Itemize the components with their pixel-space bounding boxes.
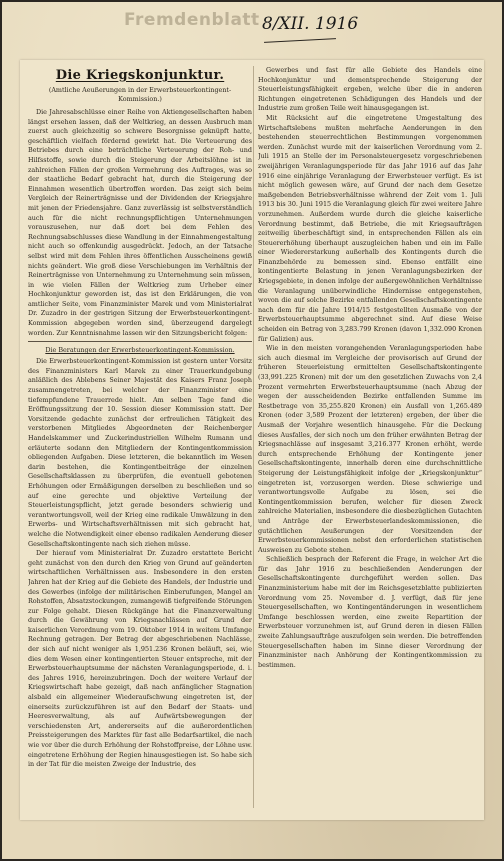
handwritten-underline [264,38,336,43]
handwritten-date: 8/XII. 1916 [262,14,359,34]
article-paragraph: Die Erwerbsteuerkontingent-Kommission ist gestern unter Vorsitz des Finanzministers Karl Marek zu einer Trauerkundgebung anläßlich des Ablebens Seiner Majestät des Kaisers Franz Joseph zusammengetreten, bei welcher der Finanzminister eine tiefempfundene Trauerrede hielt. Am selben Tage fand die Eröffnungssitzung der 10. Session dieser Kommission statt. Der Vorsitzende gedachte zunächst der erfreulichen Tätigkeit des verstorbenen Mitgliedes Abgeordneten der Reichenberger Handelskammer und Zuckerindustriellen Wilhelm Rumann und erläuterte sodann den Mitgliedern der Kontingentkommission obliegenden Aufgaben. Diese letzteren, die bekanntlich im Wesen darin bestehen, die Kontingentbeiträge der einzelnen Gesellschaftsklassen zu überprüfen, die eventuell gebotenen Erhöhungen oder Ermäßigungen derselben zu beschließen und so auf eine gerechte und objektive Verteilung der Steuerleistungspflicht, jetzt gerade besonders schwierig und verantwortungsvoll, weil der Krieg eine radikale Umwälzung in den Erwerbs- und Wirtschaftsverhältnissen mit sich gebracht hat, welche die Notwendigkeit einer ebenso radikalen Aenderung dieser Gesellschaftskontingente nach sich ziehen müsse. [28,357,252,548]
article-paragraph: Der hierauf vom Ministerialrat Dr. Zuzadro erstattete Bericht geht zunächst von den durch den Krieg von Grund auf geänderten wirtschaftlichen Verhältnissen aus. Insbesondere in den ersten Jahren hat der Krieg auf die Gebiete des Handels, der Industrie und des Gewerbes (infolge der militärischen Einberufungen, Mangel an Rohstoffen, Absatzstockungen, zumangewiß tiefgreifende Störungen zur Folge gehabt. Diesen Rückgänge hat die Finanzverwaltung durch die Gewährung von Kriegsnachlässen auf Grund der kaiserlichen Verordnung vom 19. Oktober 1914 in weitem Umfange Rechnung getragen. Der Betrag der abgeschriebenen Nachlässe, der sich auf nicht weniger als 1,951.236 Kronen beläuft, sei, wie dies dem Wesen einer kontingentierten Steuer entspreche, mit der Erwerbsteuerhauptsumme der nächsten Veranlagungsperiode, d. i. des Jahres 1916, hereinzubringen. Doch der weitere Verlauf der Kriegswirtschaft habe gezeigt, daß nach anfänglicher Stagnation alsbald ein allgemeiner Wiederaufschwung eingetreten ist, der einerseits zurückzuführen ist auf den Bedarf der Staats- und Heeresverwaltung, als auf Aufwärtsbewegungen der verschiedensten Art, andererseits auf die außerordentlichen Preissteigerungen des Marktes für fast alle Bedarfsartikel, die nach wie vor über die durch Erhöhung der Rohstoffpreise, der Löhne usw. eingetretene Erhöhung der Regien hinausgestiegen ist. So habe sich in der Tat für die meisten Zweige der Industrie, des [28,549,252,769]
article-paragraph: Gewerbes und fast für alle Gebiete des Handels eine Hochkonjunktur und dementsprechende Steigerung der Steuerleistungsfähigkeit ergeben, welche über die in anderen Richtungen eingetretenen Schädigungen des Handels und der Industrie zum großen Teile weit hinausgegangen ist. [258,66,482,113]
article-column-right [258,66,482,811]
article-subtitle: (Amtliche Aeußerungen in der Erwerbsteuerkontingent-Kommission.) [48,86,232,103]
section-rule [28,341,252,342]
article-paragraph: Wie in den meisten vorangehenden Veranlagungsperioden habe sich auch diesmal im Vergleiche der provisorisch auf Grund der früheren Steuerleistung ermittelten Gesellschaftskontingente (33,991.225 Kronen) mit der um den gesetzlichen Zuwachs von 2,4 Prozent vermehrten Erwerbsteuerhauptsumme (nach Abzug der wegen der ausscheidenden Bezirke entfallenden Summe im Restbetrage von 35,255.820 Kronen) ein Ausfall von 1,265.489 Kronen (oder 3,589 Prozent der letzteren) ergeben, der über die Ausmaß der Vorjahre wesentlich hinausgehe. Für die Deckung dieses Ausfalles, der sich noch um den früher erwähnten Betrag der Kriegsnachlässe auf insgesamt 3,216.377 Kronen erhöht, werde durch entsprechende Erhöhung der Kontingente jener Gesellschaftskontingente, innerhalb deren eine durchschnittliche Steigerung der Leistungsfähigkeit infolge der „Kriegskonjunktur“ eingetreten ist, vorzusorgen werden. Diese schwierige und verantwortungsvolle Aufgabe zu lösen, sei die Kontingentkommission berufen, welcher für diesen Zweck zahlreiche Materialien, insbesondere die diesbezüglichen Gutachten und Anträge der Erwerbsteuerlandeskommissionen, die gutächtlichen Aeußerungen der Vorsitzenden der Erwerbsteuerkommissionen nebst den erforderlichen statistischen Ausweisen zu Gebote stehen. [258,344,482,554]
article-paragraph: Mit Rücksicht auf die eingetretene Umgestaltung des Wirtschaftslebens mußten mehrfache Aenderungen in den bestehenden steuerrechtlichen Bestimmungen vorgenommen werden. Zunächst wurde mit der kaiserlichen Verordnung vom 2. Juli 1915 an Stelle der im Personalsteuergesetz vorgeschriebenen zweijährigen Veranlagungsperiode für das Jahr 1916 auf das Jahr 1916 eine einjährige Veranlagung der Erwerbsteuer verfügt. Es ist nicht möglich gewesen wäre, auf Grund der nach dem Gesetze maßgebenden Betriebsverhältnisse während der Zeit vom 1. Juli 1913 bis 30. Juni 1915 die Veranlagung gleich für zwei weitere Jahre vorzunehmen. Außerdem wurde durch die gleiche kaiserliche Verordnung bestimmt, daß Betriebe, die mit Kriegsaufträgen zeitweilig überbeschäftigt sind, in entsprechenden Fällen als ein Steuererhöhung überhaupt auszugleichen haben und ein im Falle einer Wiedererstarkung außerhalb des Kontingents durch die Finanzbehörde zu bemessen sind. Ebenso entfällt eine kontingentierte Belastung in jenen Veranlagungsbezirken der Kriegsgebiete, in denen infolge der außergewöhnlichen Verhältnisse die Veranlagung unüberwindliche Hindernisse entgegenstehen, wovon die auf solche Bezirke entfallenden Gesellschaftskontingente nach dem für die Jahre 1914/15 festgestellten Ausmaße von der Erwerbsteuerhauptsumme abgerechnet sind. Auf diese Weise scheiden ein Betrag von 3,283.799 Kronen (davon 1,332.090 Kronen für Galizien) aus. [258,113,482,343]
column-divider [253,66,254,808]
newspaper-source-stamp: Fremdenblatt [124,10,260,30]
article-title: Die Kriegskonjunktur. [55,68,225,83]
newspaper-clipping [20,60,484,820]
article-column-left [28,66,252,814]
article-paragraph: Die Jahresabschlüsse einer Reihe von Aktiengesellschaften haben längst ersehen lassen, daß der Weltkrieg, an dessen Ausbruch man zuerst auch gleichzeitig so schwere Besorgnisse geknüpft hatte, geschäftlich vielfach fördernd gewirkt hat. Die Verteuerung des Betriebes durch eine beträchtliche Verteuerung der Roh- und Hilfsstoffe, sowie durch die Steigerung der Arbeitslöhne ist in zahlreichen Fällen der großen Vermehrung des Auftrages, was so der staatliche Bedarf gebracht hat, durch die Steigerung der Einnahmen wesentlich übertroffen worden. Das zeigt sich beim Vergleich der Reinerträgnisse und der Dividenden der Kriegsjahre mit jenen der Friedensjahre. Ganz zuverlässig ist selbstverständlich auch für die nicht rechnungspflichtigen Unternehmungen vorauszusehen, nur daß dort bei dem Fehlen des Rechnungsabschlusses diese Wandlung in der Einnahmengestaltung nicht auch so offenkundig ausgedrückt. Jedoch, an der Tatsache selbst wird mit dem Fehlen ihres öffentlichen Ausscheinens gewiß nichts geändert. Wie groß diese Verschiebungen im Verhältnis der Reinerträgnisse von Unternehmung zu Unternehmung sein müssen, in wie vielen Fällen der Weltkrieg zum Urheber einer Hochkonjunktur geworden ist, das ist den Erklärungen, die von amtlicher Seite, vom Finanzminister Marek und vom Ministerialrat Dr. Zuzadro in der gestrigen Sitzung der Erwerbsteuerkontingent-Kommission abgegeben worden sind, überzeugend dargelegt worden. Zur Kenntnisnahme lassen wir den Sitzungsbericht folgen: [28,108,252,337]
section-heading: Die Beratungen der Erwerbsteuerkontingent-Kommission. [45,346,235,355]
article-paragraph: Schließlich besprach der Referent die Frage, in welcher Art die für das Jahr 1916 zu beschließenden Aenderungen der Gesellschaftskontingente durchgeführt werden sollen. Das Finanzministerium habe mit der im Reichsgesetzblatte publizierten Verordnung vom 25. November d. J. verfügt, daß für jene Steuergesellschaften, wo Kontingentänderungen in wesentlichem Umfange beschlossen werden, eine zweite Repartition der Erwerbsteuer vorzunehmen ist, auf Grund deren in diesen Fällen zweite Zahlungsaufträge auszufolgen sein werden. Die betreffenden Steuergesellschaften haben im Sinne dieser Verordnung der Finanzminister nach Anhörung der Kontingentkommission zu bestimmen. [258,555,482,669]
